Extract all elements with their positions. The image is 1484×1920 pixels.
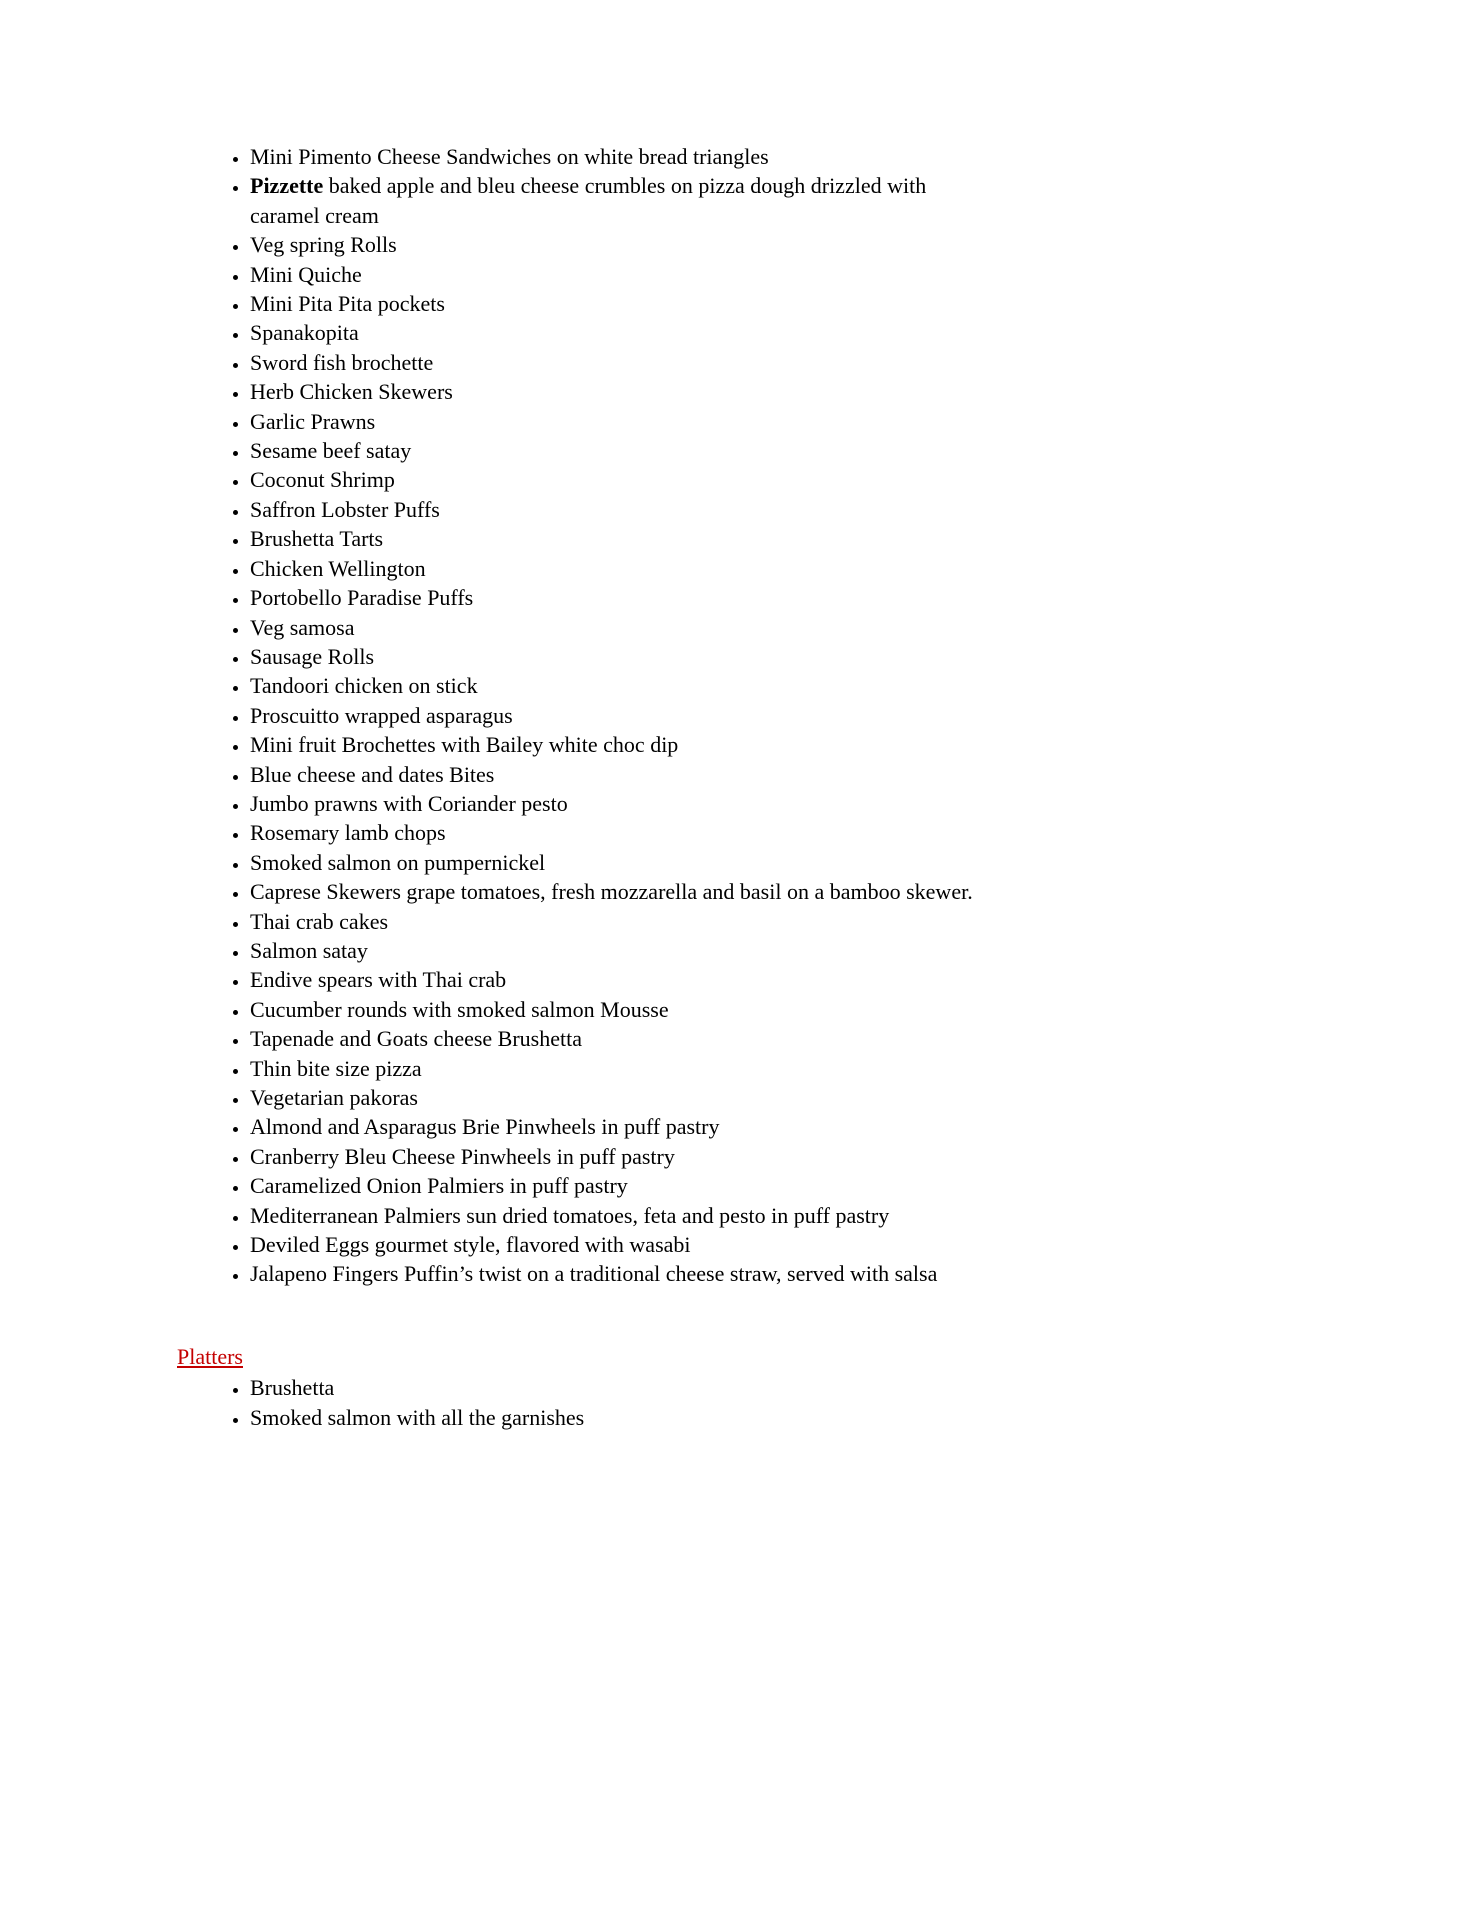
item-text-line2: caramel cream	[250, 202, 379, 228]
list-item	[250, 1201, 1324, 1230]
item-text: Mini Quiche	[250, 261, 362, 287]
item-lead: Pizzette	[250, 173, 324, 199]
item-text: Chicken Wellington	[250, 555, 426, 581]
item-text: Saffron Lobster Puffs	[250, 496, 440, 522]
list-item	[250, 1054, 1324, 1083]
platters-list	[177, 1373, 1324, 1432]
item-text: Mini Pita Pita pockets	[250, 291, 445, 317]
item-text: Veg spring Rolls	[250, 232, 397, 258]
list-item	[250, 318, 1324, 347]
list-item	[250, 407, 1324, 436]
item-text: Veg samosa	[250, 614, 355, 640]
list-item	[250, 701, 1324, 730]
item-text: Thin bite size pizza	[250, 1055, 422, 1081]
list-item	[250, 377, 1324, 406]
list-item	[250, 436, 1324, 465]
list-item	[250, 465, 1324, 494]
item-text: Sesame beef satay	[250, 438, 412, 464]
list-item	[250, 495, 1324, 524]
list-item	[250, 848, 1324, 877]
list-item	[250, 760, 1324, 789]
item-text: Spanakopita	[250, 320, 359, 346]
list-item	[250, 671, 1324, 700]
item-text: Mini Pimento Cheese Sandwiches on white bread triangles	[250, 144, 769, 169]
list-item	[250, 260, 1324, 289]
list-item	[250, 142, 1324, 171]
list-item	[250, 1403, 1324, 1432]
item-text: Brushetta Tarts	[250, 526, 384, 552]
item-text: Mediterranean Palmiers sun dried tomatoes, feta and pesto in puff pastry	[250, 1202, 890, 1228]
list-item	[250, 965, 1324, 994]
item-text: Endive spears with Thai crab	[250, 967, 507, 993]
list-item	[250, 613, 1324, 642]
item-text: Caramelized Onion Palmiers in puff pastry	[250, 1173, 628, 1199]
item-text: Brushetta	[250, 1375, 335, 1401]
item-text: Cranberry Bleu Cheese Pinwheels in puff pastry	[250, 1143, 675, 1169]
list-item	[250, 907, 1324, 936]
list-item	[250, 348, 1324, 377]
item-text: Herb Chicken Skewers	[250, 379, 453, 405]
item-text: Thai crab cakes	[250, 908, 389, 934]
list-item	[250, 789, 1324, 818]
list-item	[250, 230, 1324, 259]
list-item	[250, 995, 1324, 1024]
platters-section	[177, 1342, 1324, 1432]
item-text: Tandoori chicken on stick	[250, 673, 478, 699]
item-text: Coconut Shrimp	[250, 467, 395, 493]
item-text: Caprese Skewers grape tomatoes, fresh mozzarella and basil on a bamboo skewer.	[250, 879, 973, 905]
list-item	[250, 1142, 1324, 1171]
list-item	[250, 1112, 1324, 1141]
item-text: Smoked salmon on pumpernickel	[250, 849, 546, 875]
item-text: Deviled Eggs gourmet style, flavored with wasabi	[250, 1232, 691, 1258]
item-text: Sausage Rolls	[250, 643, 375, 669]
item-text: Jumbo prawns with Coriander pesto	[250, 790, 568, 816]
item-text: Mini fruit Brochettes with Bailey white choc dip	[250, 732, 679, 758]
list-item	[250, 171, 1324, 230]
list-item	[250, 289, 1324, 318]
item-text: Rosemary lamb chops	[250, 820, 446, 846]
item-text: Sword fish brochette	[250, 349, 434, 375]
list-item	[250, 583, 1324, 612]
item-text: Smoked salmon with all the garnishes	[250, 1404, 585, 1430]
item-text: Vegetarian pakoras	[250, 1085, 418, 1110]
appetizer-list	[177, 142, 1324, 1289]
list-item	[250, 554, 1324, 583]
list-item	[250, 936, 1324, 965]
list-item	[250, 1230, 1324, 1259]
item-text: Salmon satay	[250, 937, 368, 963]
list-item	[250, 877, 1324, 906]
platters-heading: Platters	[177, 1343, 243, 1369]
item-text: Cucumber rounds with smoked salmon Mousse	[250, 996, 669, 1022]
list-item	[250, 1024, 1324, 1053]
list-item	[250, 1083, 1324, 1112]
list-item	[250, 818, 1324, 847]
item-text: baked apple and bleu cheese crumbles on pizza dough drizzled with	[328, 173, 927, 199]
list-item	[250, 1373, 1324, 1402]
list-item	[250, 1171, 1324, 1200]
list-item	[250, 524, 1324, 553]
item-text: Proscuitto wrapped asparagus	[250, 702, 513, 728]
list-item	[250, 1259, 1324, 1288]
item-text: Blue cheese and dates Bites	[250, 761, 495, 787]
list-item	[250, 730, 1324, 759]
item-text: Tapenade and Goats cheese Brushetta	[250, 1026, 582, 1052]
item-text: Portobello Paradise Puffs	[250, 585, 474, 611]
list-item	[250, 642, 1324, 671]
item-text: Jalapeno Fingers Puffin’s twist on a traditional cheese straw, served with salsa	[250, 1261, 938, 1287]
item-text: Almond and Asparagus Brie Pinwheels in puff pastry	[250, 1114, 720, 1140]
item-text: Garlic Prawns	[250, 408, 376, 434]
